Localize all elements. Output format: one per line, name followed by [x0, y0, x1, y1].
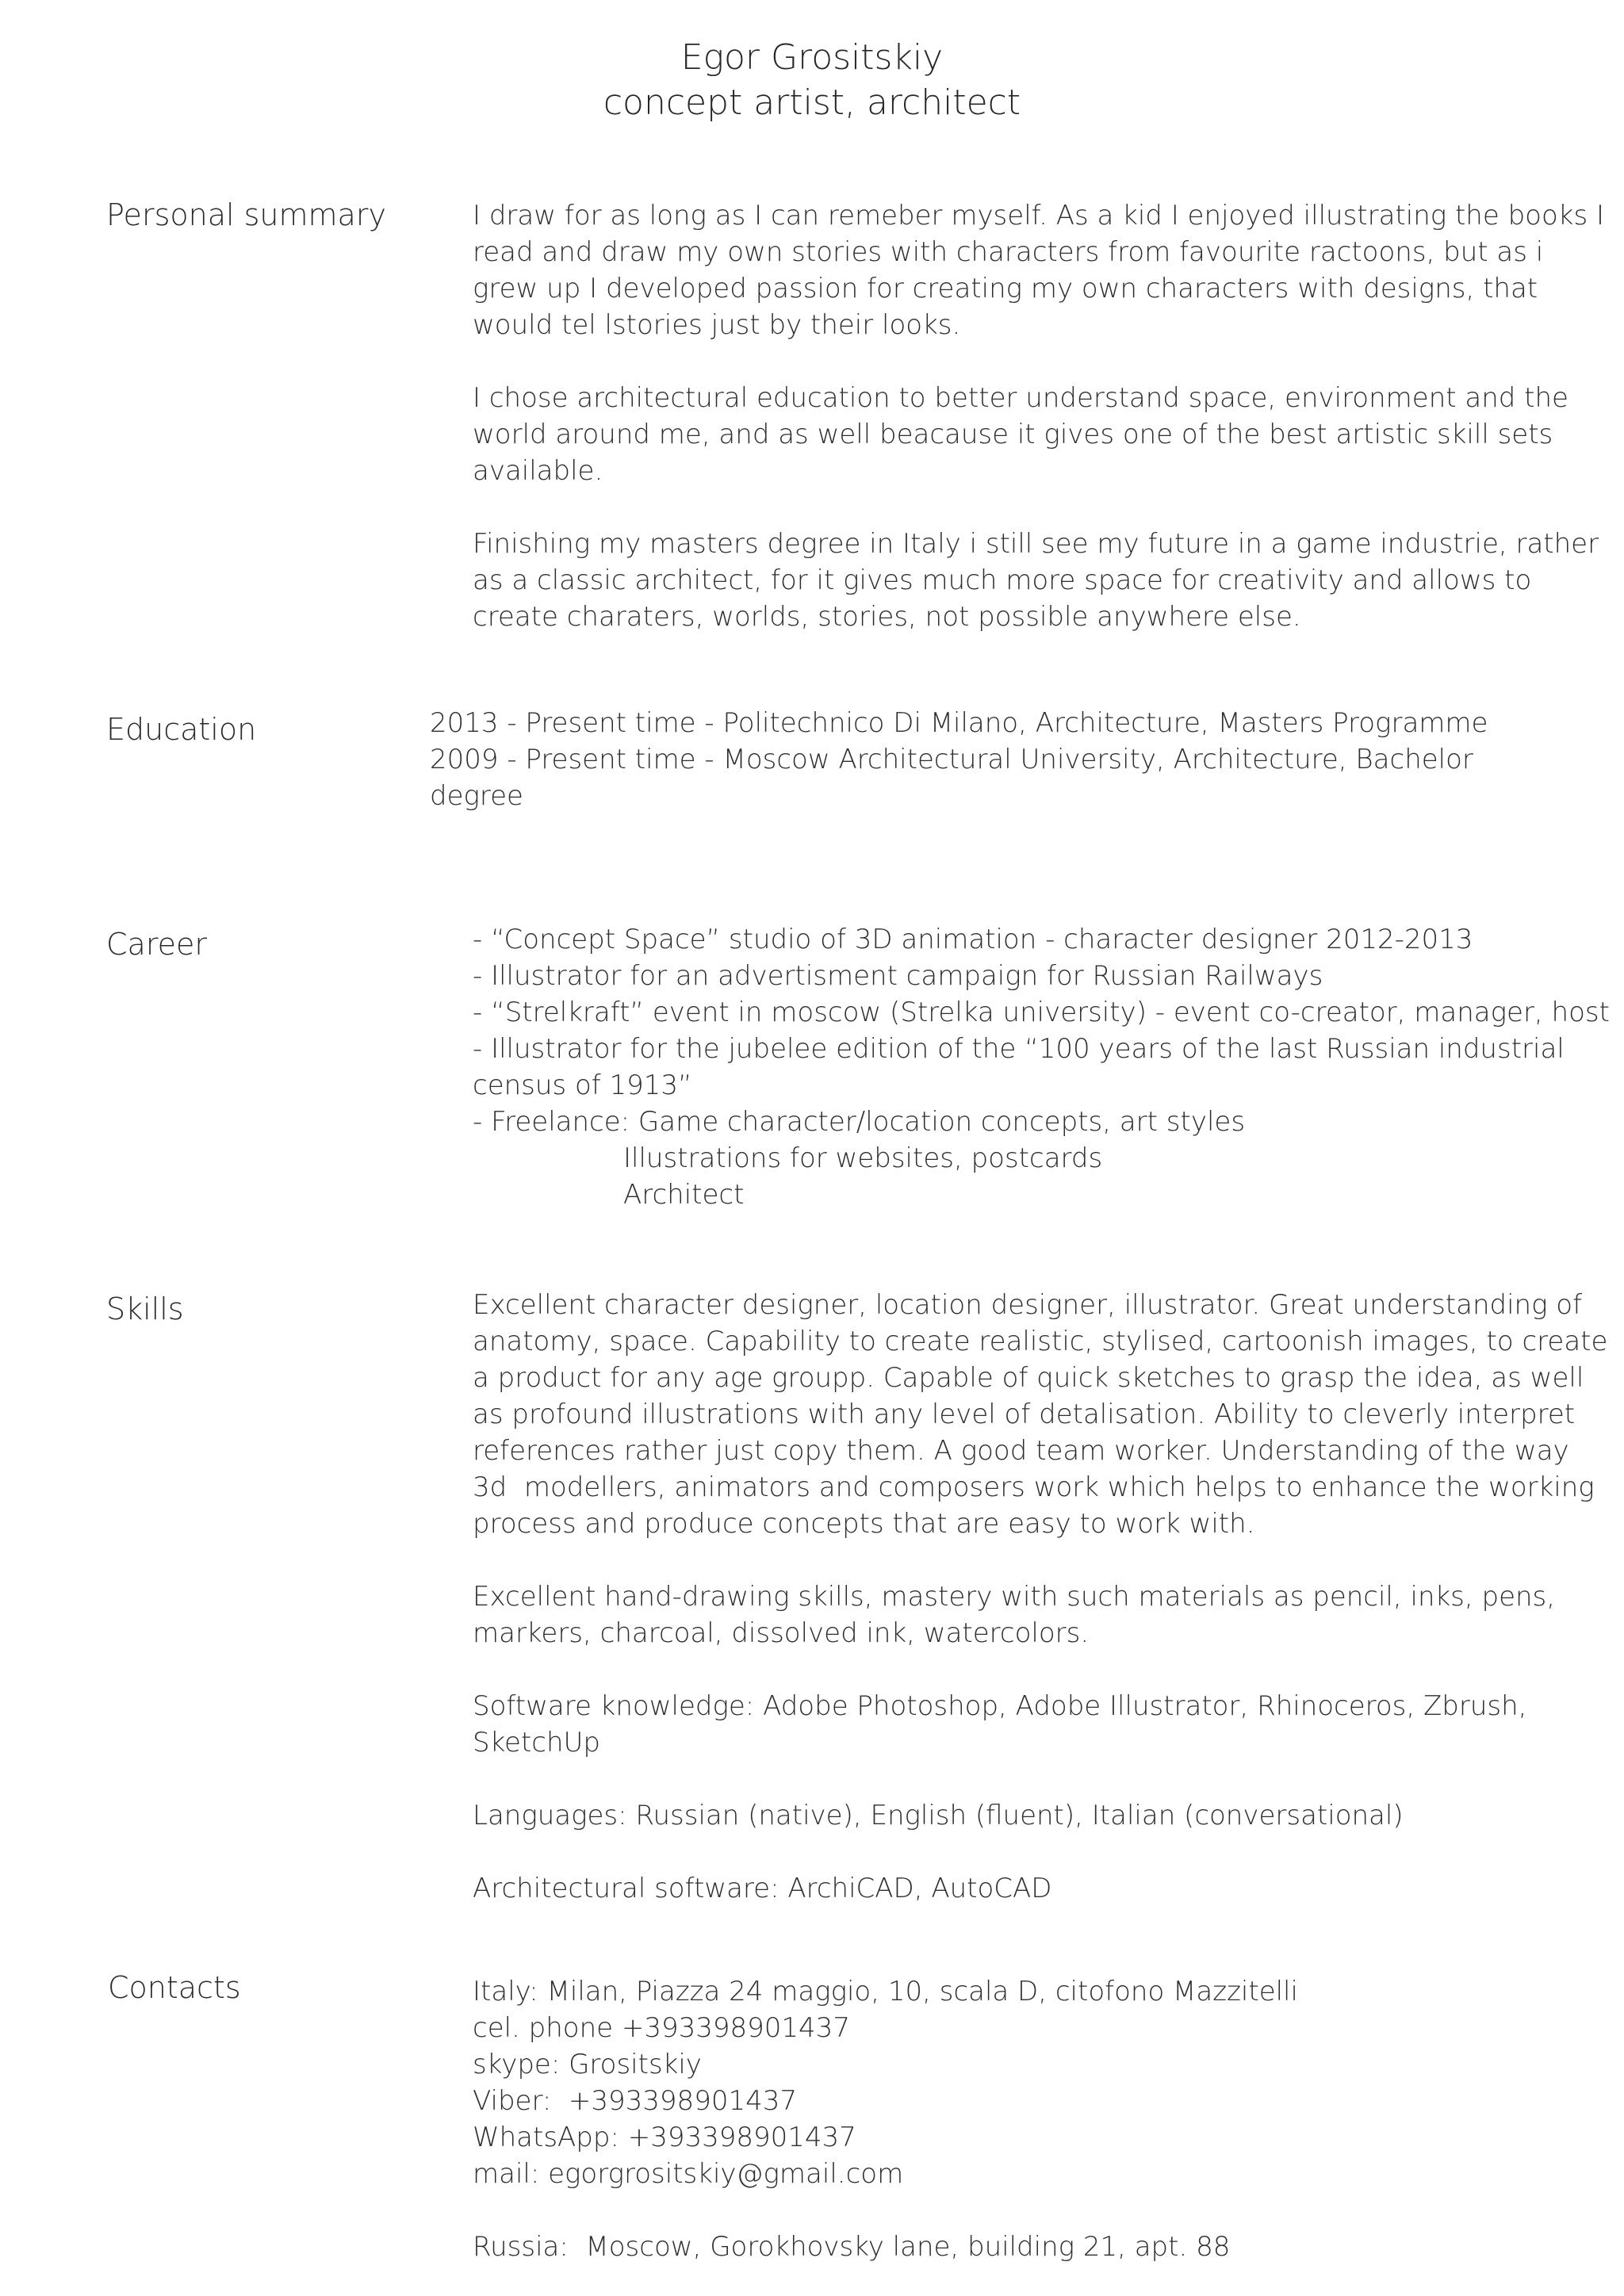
section-label-summary: Personal summary: [106, 197, 386, 232]
skills-line: Architectural software: ArchiCAD, AutoCAD: [473, 1873, 1052, 1904]
resume-header: [0, 35, 1624, 125]
career-line: - Freelance: Game character/location concepts, art styles: [473, 1106, 1246, 1138]
skills-line: SketchUp: [473, 1727, 601, 1758]
career-line: census of 1913”: [473, 1070, 692, 1101]
contacts-text: [473, 1973, 1298, 2265]
skills-line: references rather just copy them. A good team worker. Understanding of the way: [473, 1435, 1569, 1467]
contact-address-russia: Russia: Moscow, Gorokhovsky lane, building 21, apt. 88: [473, 2231, 1231, 2263]
career-text: [473, 921, 1610, 1213]
contact-email: mail: egorgrositskiy@gmail.com: [473, 2158, 904, 2190]
skills-line: Excellent character designer, location designer, illustrator. Great understanding of: [473, 1289, 1583, 1321]
skills-line: 3d modellers, animators and composers work which helps to enhance the working: [473, 1471, 1595, 1503]
section-label-contacts: Contacts: [108, 1970, 241, 2005]
skills-line: anatomy, space. Capability to create realistic, stylised, cartoonish images, to create: [473, 1326, 1608, 1357]
skills-line: markers, charcoal, dissolved ink, watercolors.: [473, 1617, 1090, 1649]
summary-line: available.: [473, 455, 603, 487]
career-line: - Illustrator for an advertisment campaign for Russian Railways: [473, 960, 1323, 992]
skills-line: as profound illustrations with any level of detalisation. Ability to cleverly interpret: [473, 1399, 1576, 1430]
skills-line: a product for any age groupp. Capable of quick sketches to grasp the idea, as well: [473, 1362, 1584, 1394]
education-line: degree: [430, 780, 523, 812]
summary-line: world around me, and as well beacause it gives one of the best artistic skill sets: [473, 419, 1553, 450]
career-line-indented: Architect: [623, 1179, 745, 1211]
summary-line: read and draw my own stories with characters from favourite ractoons, but as i: [473, 236, 1544, 268]
contact-whatsapp: WhatsApp: +393398901437: [473, 2122, 856, 2153]
section-label-skills: Skills: [106, 1292, 184, 1326]
contact-phone: cel. phone +393398901437: [473, 2012, 850, 2044]
education-text: [430, 705, 1488, 814]
education-line: 2009 - Present time - Moscow Architectural University, Architecture, Bachelor: [430, 744, 1473, 775]
contact-viber: Viber: +393398901437: [473, 2085, 797, 2117]
skills-text: [473, 1287, 1607, 1907]
skills-line: Languages: Russian (native), English (fluent), Italian (conversational): [473, 1800, 1404, 1831]
section-label-education: Education: [106, 712, 257, 747]
summary-line: I chose architectural education to better understand space, environment and the: [473, 382, 1568, 414]
summary-line: create charaters, worlds, stories, not possible anywhere else.: [473, 601, 1301, 633]
summary-line: would tel lstories just by their looks.: [473, 309, 961, 341]
summary-line: as a classic architect, for it gives much more space for creativity and allows to: [473, 564, 1532, 596]
career-line: - “Strelkraft” event in moscow (Strelka university) - event co-creator, manager, host: [473, 997, 1610, 1028]
contact-address-italy: Italy: Milan, Piazza 24 maggio, 10, scala D, citofono Mazzitelli: [473, 1976, 1298, 2007]
summary-line: grew up I developed passion for creating my own characters with designs, that: [473, 273, 1538, 304]
skills-line: Excellent hand-drawing skills, mastery with such materials as pencil, inks, pens,: [473, 1581, 1556, 1613]
contact-skype: skype: Grositskiy: [473, 2049, 702, 2080]
summary-line: Finishing my masters degree in Italy i still see my future in a game industrie, rather: [473, 528, 1599, 560]
career-line: - “Concept Space” studio of 3D animation - character designer 2012-2013: [473, 924, 1473, 955]
section-label-career: Career: [106, 927, 207, 962]
skills-line: process and produce concepts that are easy to work with.: [473, 1508, 1255, 1540]
skills-line: Software knowledge: Adobe Photoshop, Adobe Illustrator, Rhinoceros, Zbrush,: [473, 1690, 1527, 1722]
education-line: 2013 - Present time - Politechnico Di Milano, Architecture, Masters Programme: [430, 707, 1488, 739]
career-line-indented: Illustrations for websites, postcards: [623, 1142, 1103, 1174]
summary-line: I draw for as long as I can remeber myself. As a kid I enjoyed illustrating the books I: [473, 200, 1604, 232]
summary-text: [473, 197, 1604, 635]
career-line: - Illustrator for the jubelee edition of the “100 years of the last Russian industrial: [473, 1033, 1565, 1065]
person-name: Egor Grositskiy: [680, 37, 944, 78]
person-title: concept artist, architect: [603, 82, 1021, 123]
